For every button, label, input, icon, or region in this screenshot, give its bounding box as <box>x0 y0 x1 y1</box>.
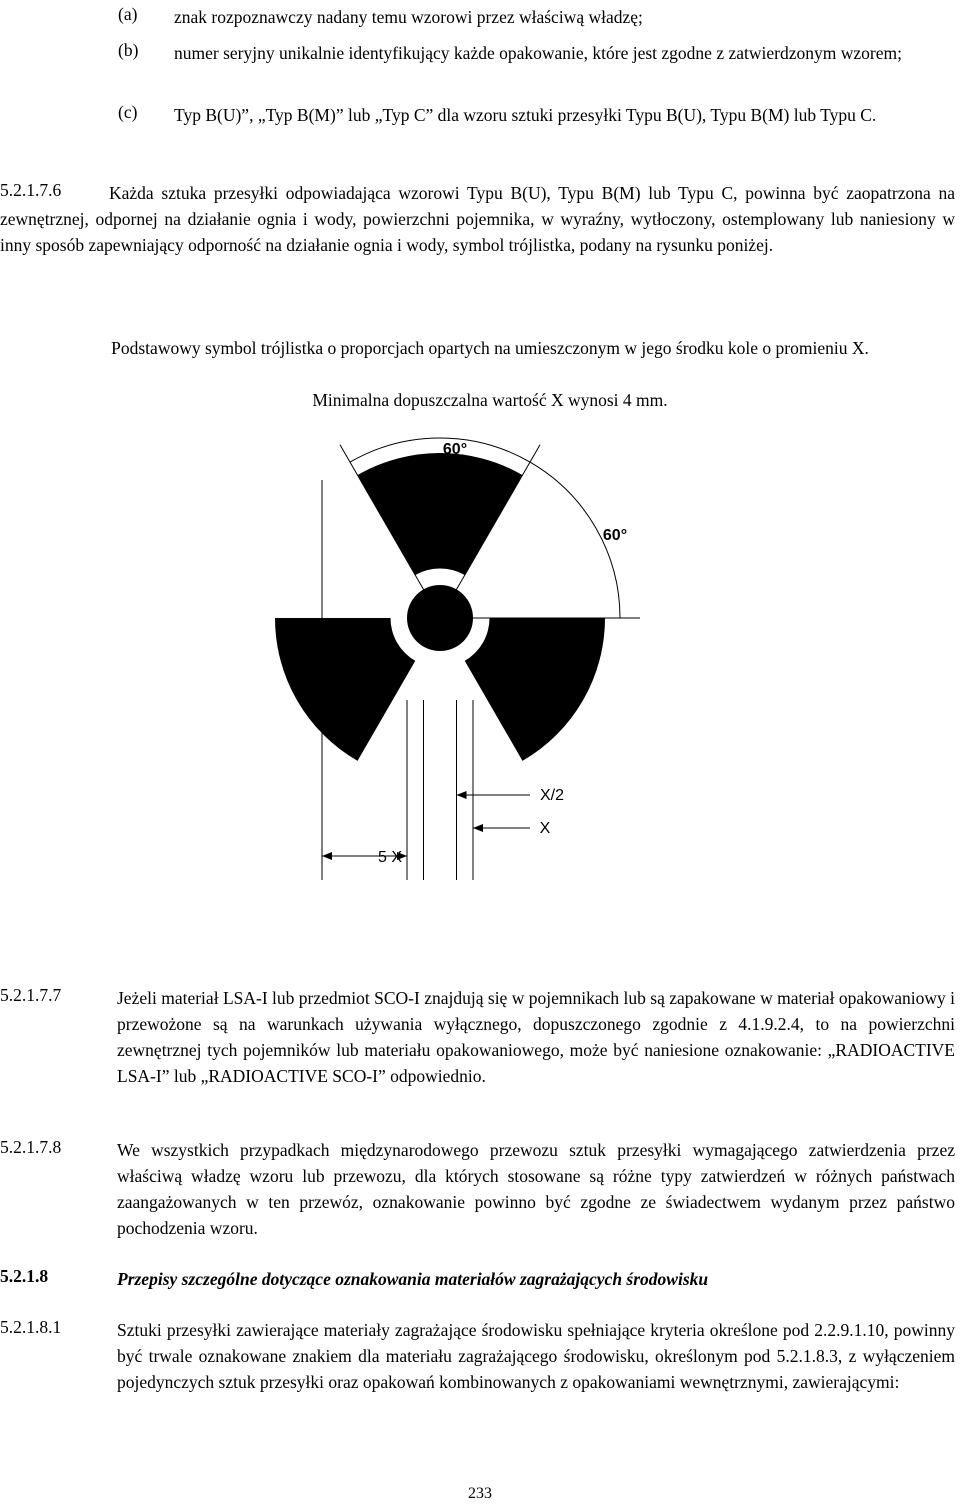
paragraph-number: 5.2.1.7.6 <box>0 180 62 200</box>
section-title: Przepisy szczególne dotyczące oznakowania materiałów zagrażających środowisku <box>117 1269 709 1289</box>
trefoil-blade-1 <box>358 453 523 575</box>
paragraph-number: 5.2.1.8.1 <box>0 1317 62 1337</box>
paragraph-number: 5.2.1.7.7 <box>0 985 62 1005</box>
dimension-arrow-x <box>473 824 483 832</box>
angle-label-right: 60° <box>602 527 628 544</box>
trefoil-blade-2 <box>465 618 605 761</box>
paragraph-text: Sztuki przesyłki zawierające materiały zagrażające środowisku spełniające kryteria określone pod 2.2.9.1.10, powinny być trwale oznakowane znakiem dla materiału zagrażającego środowisku, określonym pod 5.2.1.8.3, z wyłączeniem pojedynczych sztuk przesyłki oraz opakowań kombinowanych z opakowaniami wewnętrznymi, zawierającymi: <box>117 1320 955 1392</box>
paragraph-text: Jeżeli materiał LSA-I lub przedmiot SCO-I znajdują się w pojemnikach lub są zapakowane w materiał opakowaniowy i przewożone są na warunkach używania wyłącznego, dopuszczonego zgodnie z 4.1.9.2.4, to na powierzchni zewnętrznej tych pojemników lub materiału opakowaniowego, może być naniesione oznakowanie: „RADIOACTIVE LSA-I” lub „RADIOACTIVE SCO-I” odpowiednio. <box>117 988 955 1086</box>
trefoil-symbol <box>275 438 640 880</box>
dim-label-5x: 5 X <box>377 849 403 866</box>
trefoil-blade-3 <box>275 618 415 761</box>
section-number: 5.2.1.8 <box>0 1266 49 1286</box>
dimension-arrow-5x-left <box>322 852 332 860</box>
list-label-b: (b) <box>118 40 139 60</box>
page-number: 233 <box>468 1485 492 1502</box>
dimension-arrow-half-x <box>457 791 467 799</box>
paragraph-text: Każda sztuka przesyłki odpowiadająca wzorowi Typu B(U), Typu B(M) lub Typu C, powinna być zaopatrzona na zewnętrznej, odpornej na działanie ognia i wody, powierzchni pojemnika, w wyraźny, wytłoczony, ostemplowany lub naniesiony w inny sposób zapewniający odporność na działanie ognia i wody, symbol trójlistka, podany na rysunku poniżej. <box>0 183 955 255</box>
list-text-c: Typ B(U)”, „Typ B(M)” lub „Typ C” dla wzoru sztuki przesyłki Typu B(U), Typu B(M) lub Typu C. <box>174 105 877 125</box>
dim-label-half-x: X/2 <box>539 787 565 804</box>
list-text-b: numer seryjny unikalnie identyfikujący każde opakowanie, które jest zgodne z zatwierdzonym wzorem; <box>174 43 902 63</box>
paragraph-number: 5.2.1.7.8 <box>0 1137 62 1157</box>
figure-caption-line1: Podstawowy symbol trójlistka o proporcjach opartych na umieszczonym w jego środku kole o promieniu X. <box>111 338 869 358</box>
angle-label-top: 60° <box>442 441 468 458</box>
paragraph-text: We wszystkich przypadkach międzynarodowego przewozu sztuk przesyłki wymagającego zatwierdzenia przez właściwą władzę wzoru lub przewozu, dla których stosowane są różne typy zatwierdzeń w różnych państwach zaangażowanych w ten przewóz, oznakowanie powinno być zgodne ze świadectwem wydanym przez państwo pochodzenia wzoru. <box>117 1140 955 1238</box>
list-text-a: znak rozpoznawczy nadany temu wzorowi przez właściwą władzę; <box>174 7 643 27</box>
list-label-c: (c) <box>118 102 138 122</box>
list-label-a: (a) <box>118 4 138 24</box>
figure-caption-line2: Minimalna dopuszczalna wartość X wynosi 4 mm. <box>312 390 668 410</box>
dim-label-x: X <box>539 820 551 837</box>
